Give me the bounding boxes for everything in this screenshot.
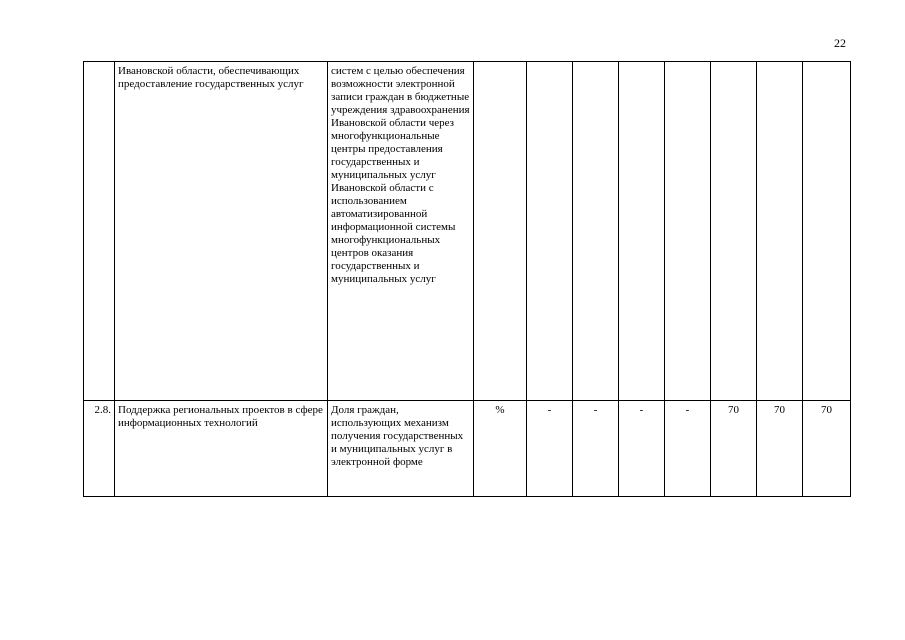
value-cell — [711, 62, 757, 401]
indicator-name-cell: систем с целью обеспечения возможности электронной записи граждан в бюджетные учреждения здравоохранения Ивановской области через многофункциональные центры предоставления государственных и муниципальных услуг Ивановской области с использованием автоматизированной информационной системы многофункциональных центров оказания государственных и муниципальных услуг — [328, 62, 474, 401]
indicator-name-cell: Доля граждан, использующих механизм получения государственных и муниципальных услуг в электронной форме — [328, 401, 474, 497]
table-row — [84, 62, 851, 401]
value-cell: 70 — [711, 401, 757, 497]
value-cell — [619, 62, 665, 401]
value-cell: - — [619, 401, 665, 497]
activity-name-cell: Ивановской области, обеспечивающих предоставление государственных услуг — [115, 62, 328, 401]
page-number: 22 — [834, 36, 846, 50]
value-cell: - — [573, 401, 619, 497]
value-cell — [527, 62, 573, 401]
value-cell — [573, 62, 619, 401]
value-cell — [803, 62, 851, 401]
unit-cell — [474, 62, 527, 401]
value-cell — [665, 62, 711, 401]
value-cell — [757, 62, 803, 401]
row-number-cell: 2.8. — [84, 401, 115, 497]
program-indicators-table — [83, 61, 851, 497]
activity-name-cell: Поддержка региональных проектов в сфере информационных технологий — [115, 401, 328, 497]
value-cell: 70 — [757, 401, 803, 497]
value-cell: - — [665, 401, 711, 497]
value-cell: - — [527, 401, 573, 497]
value-cell: 70 — [803, 401, 851, 497]
unit-cell: % — [474, 401, 527, 497]
row-number-cell — [84, 62, 115, 401]
table-row — [84, 401, 851, 497]
